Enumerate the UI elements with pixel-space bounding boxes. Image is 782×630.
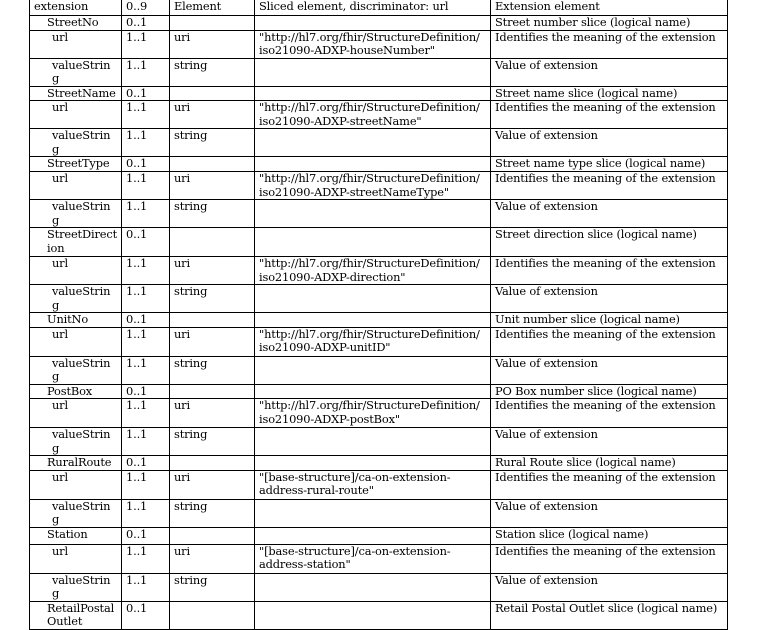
- description-cell: Identifies the meaning of the extension: [491, 30, 728, 58]
- element-name-cell: RetailPostalOutlet: [30, 601, 122, 629]
- type-cell: Element: [170, 0, 255, 15]
- cardinality-cell: 1..1: [122, 470, 170, 499]
- description-cell: Retail Postal Outlet slice (logical name): [491, 601, 728, 629]
- table-row: [30, 285, 728, 313]
- element-name-cell: extension: [30, 0, 122, 15]
- fixed-value-cell: [255, 86, 491, 101]
- cardinality-cell: 0..1: [122, 384, 170, 399]
- cardinality-cell: 1..1: [122, 200, 170, 228]
- cardinality-cell: 0..1: [122, 86, 170, 101]
- type-cell: uri: [170, 327, 255, 356]
- fixed-value-cell: [255, 527, 491, 544]
- element-name-cell: StreetDirection: [30, 228, 122, 257]
- type-cell: uri: [170, 172, 255, 200]
- description-cell: Extension element: [491, 0, 728, 15]
- cardinality-cell: 0..9: [122, 0, 170, 15]
- element-name-cell: url: [30, 399, 122, 428]
- description-cell: Rural Route slice (logical name): [491, 456, 728, 471]
- description-cell: Value of extension: [491, 129, 728, 157]
- fixed-value-cell: Sliced element, discriminator: url: [255, 0, 491, 15]
- type-cell: [170, 313, 255, 328]
- description-cell: Identifies the meaning of the extension: [491, 327, 728, 356]
- fixed-value-cell: [255, 384, 491, 399]
- type-cell: [170, 384, 255, 399]
- table-row: [30, 428, 728, 456]
- table-row: [30, 86, 728, 101]
- fixed-value-cell: [255, 285, 491, 313]
- fixed-value-cell: "http://hl7.org/fhir/StructureDefinition/ iso21090-ADXP-unitID": [255, 327, 491, 356]
- fixed-value-cell: "http://hl7.org/fhir/StructureDefinition/ iso21090-ADXP-houseNumber": [255, 30, 491, 58]
- fixed-value-cell: [255, 129, 491, 157]
- type-cell: uri: [170, 470, 255, 499]
- description-cell: Identifies the meaning of the extension: [491, 257, 728, 285]
- table-row: [30, 228, 728, 257]
- description-cell: Value of extension: [491, 200, 728, 228]
- description-cell: Street number slice (logical name): [491, 15, 728, 30]
- table-row: [30, 58, 728, 86]
- extension-definition-table: [29, 0, 728, 630]
- element-name-cell: url: [30, 544, 122, 573]
- element-name-cell: StreetType: [30, 157, 122, 172]
- cardinality-cell: 0..1: [122, 527, 170, 544]
- cardinality-cell: 1..1: [122, 399, 170, 428]
- element-name-cell: UnitNo: [30, 313, 122, 328]
- type-cell: uri: [170, 101, 255, 129]
- type-cell: string: [170, 499, 255, 527]
- type-cell: [170, 86, 255, 101]
- type-cell: [170, 15, 255, 30]
- element-name-cell: valueString: [30, 285, 122, 313]
- fixed-value-cell: [255, 228, 491, 257]
- fixed-value-cell: [255, 356, 491, 384]
- description-cell: Identifies the meaning of the extension: [491, 399, 728, 428]
- description-cell: PO Box number slice (logical name): [491, 384, 728, 399]
- table-row: [30, 172, 728, 200]
- description-cell: Value of extension: [491, 573, 728, 601]
- type-cell: uri: [170, 30, 255, 58]
- description-cell: Street name type slice (logical name): [491, 157, 728, 172]
- table-row: [30, 0, 728, 15]
- element-name-cell: url: [30, 327, 122, 356]
- description-cell: Value of extension: [491, 499, 728, 527]
- fixed-value-cell: [255, 157, 491, 172]
- fixed-value-cell: [255, 58, 491, 86]
- cardinality-cell: 1..1: [122, 499, 170, 527]
- cardinality-cell: 0..1: [122, 157, 170, 172]
- description-cell: Street direction slice (logical name): [491, 228, 728, 257]
- table-row: [30, 257, 728, 285]
- element-name-cell: valueString: [30, 200, 122, 228]
- cardinality-cell: 1..1: [122, 573, 170, 601]
- description-cell: Value of extension: [491, 356, 728, 384]
- table-row: [30, 327, 728, 356]
- table-row: [30, 544, 728, 573]
- element-name-cell: url: [30, 101, 122, 129]
- cardinality-cell: 1..1: [122, 172, 170, 200]
- type-cell: string: [170, 356, 255, 384]
- table-row: [30, 129, 728, 157]
- table-row: [30, 101, 728, 129]
- cardinality-cell: 1..1: [122, 257, 170, 285]
- cardinality-cell: 1..1: [122, 544, 170, 573]
- cardinality-cell: 1..1: [122, 101, 170, 129]
- fixed-value-cell: "http://hl7.org/fhir/StructureDefinition/ iso21090-ADXP-streetNameType": [255, 172, 491, 200]
- type-cell: string: [170, 200, 255, 228]
- table-row: [30, 384, 728, 399]
- element-name-cell: PostBox: [30, 384, 122, 399]
- description-cell: Identifies the meaning of the extension: [491, 172, 728, 200]
- cardinality-cell: 1..1: [122, 327, 170, 356]
- description-cell: Value of extension: [491, 285, 728, 313]
- table-row: [30, 157, 728, 172]
- type-cell: string: [170, 129, 255, 157]
- cardinality-cell: 0..1: [122, 313, 170, 328]
- table-row: [30, 30, 728, 58]
- fixed-value-cell: [255, 15, 491, 30]
- description-cell: Street name slice (logical name): [491, 86, 728, 101]
- fixed-value-cell: [255, 313, 491, 328]
- type-cell: uri: [170, 257, 255, 285]
- type-cell: string: [170, 428, 255, 456]
- fixed-value-cell: "http://hl7.org/fhir/StructureDefinition/ iso21090-ADXP-postBox": [255, 399, 491, 428]
- table-row: [30, 200, 728, 228]
- fixed-value-cell: [255, 428, 491, 456]
- fixed-value-cell: [255, 200, 491, 228]
- element-name-cell: StreetNo: [30, 15, 122, 30]
- cardinality-cell: 1..1: [122, 428, 170, 456]
- description-cell: Value of extension: [491, 428, 728, 456]
- table-body: [30, 0, 728, 629]
- table-row: [30, 573, 728, 601]
- type-cell: [170, 456, 255, 471]
- type-cell: [170, 527, 255, 544]
- table-row: [30, 470, 728, 499]
- cardinality-cell: 1..1: [122, 129, 170, 157]
- type-cell: uri: [170, 544, 255, 573]
- fixed-value-cell: "http://hl7.org/fhir/StructureDefinition/ iso21090-ADXP-streetName": [255, 101, 491, 129]
- cardinality-cell: 0..1: [122, 228, 170, 257]
- fixed-value-cell: "[base-structure]/ca-on-extension-address-rural-route": [255, 470, 491, 499]
- table-row: [30, 456, 728, 471]
- element-name-cell: valueString: [30, 356, 122, 384]
- table-row: [30, 499, 728, 527]
- fixed-value-cell: "[base-structure]/ca-on-extension-address-station": [255, 544, 491, 573]
- description-cell: Value of extension: [491, 58, 728, 86]
- type-cell: [170, 157, 255, 172]
- fixed-value-cell: [255, 456, 491, 471]
- element-name-cell: valueString: [30, 129, 122, 157]
- cardinality-cell: 0..1: [122, 15, 170, 30]
- element-name-cell: url: [30, 30, 122, 58]
- table-row: [30, 601, 728, 629]
- fixed-value-cell: [255, 499, 491, 527]
- fixed-value-cell: "http://hl7.org/fhir/StructureDefinition/ iso21090-ADXP-direction": [255, 257, 491, 285]
- cardinality-cell: 1..1: [122, 30, 170, 58]
- element-name-cell: url: [30, 172, 122, 200]
- cardinality-cell: 1..1: [122, 285, 170, 313]
- description-cell: Station slice (logical name): [491, 527, 728, 544]
- table-row: [30, 313, 728, 328]
- table-row: [30, 399, 728, 428]
- element-name-cell: RuralRoute: [30, 456, 122, 471]
- element-name-cell: valueString: [30, 499, 122, 527]
- type-cell: string: [170, 573, 255, 601]
- type-cell: uri: [170, 399, 255, 428]
- element-name-cell: valueString: [30, 428, 122, 456]
- element-name-cell: Station: [30, 527, 122, 544]
- description-cell: Identifies the meaning of the extension: [491, 470, 728, 499]
- element-name-cell: StreetName: [30, 86, 122, 101]
- element-name-cell: url: [30, 470, 122, 499]
- table-row: [30, 356, 728, 384]
- type-cell: string: [170, 285, 255, 313]
- element-name-cell: valueString: [30, 573, 122, 601]
- type-cell: [170, 601, 255, 629]
- fixed-value-cell: [255, 573, 491, 601]
- description-cell: Identifies the meaning of the extension: [491, 101, 728, 129]
- cardinality-cell: 1..1: [122, 356, 170, 384]
- element-name-cell: valueString: [30, 58, 122, 86]
- fixed-value-cell: [255, 601, 491, 629]
- table-row: [30, 527, 728, 544]
- description-cell: Unit number slice (logical name): [491, 313, 728, 328]
- element-name-cell: url: [30, 257, 122, 285]
- type-cell: [170, 228, 255, 257]
- cardinality-cell: 0..1: [122, 456, 170, 471]
- type-cell: string: [170, 58, 255, 86]
- cardinality-cell: 1..1: [122, 58, 170, 86]
- table-row: [30, 15, 728, 30]
- description-cell: Identifies the meaning of the extension: [491, 544, 728, 573]
- cardinality-cell: 0..1: [122, 601, 170, 629]
